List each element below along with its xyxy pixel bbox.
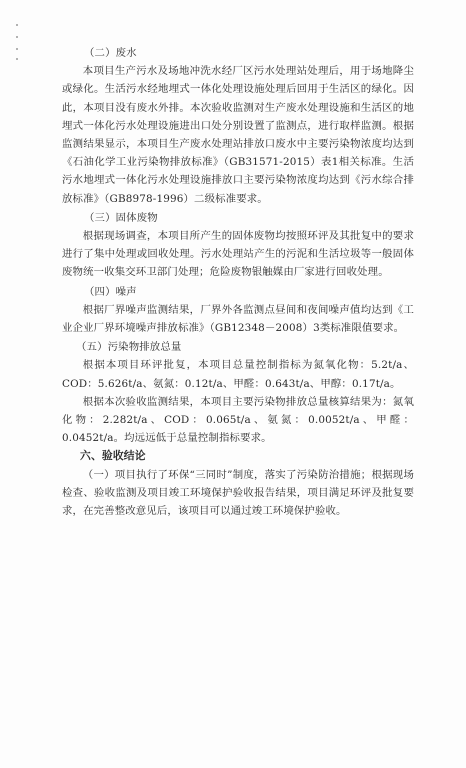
section-3-paragraph: 根据现场调查，本项目所产生的固体废物均按照环评及其批复中的要求进行了集中处理或回收处理。污水处理站产生的污泥和生活垃圾等一般固体废物统一收集交环卫部门处理；危险废物银触媒由厂家进行回收处理。 (62, 230, 414, 279)
section-2-paragraph: 本项目生产污水及场地冲洗水经厂区污水处理站处理后，用于场地降尘或绿化。生活污水经地埋式一体化处理设施处理后回用于生活区的绿化。因此，本项目没有废水外排。本次验收监测对生产废水处理设施和生活区的地埋式一体化污水处理设施进出口处分别设置了监测点，进行取样监测。根据监测结果显示，本项目生产废水处理站排放口废水中主要污染物浓度均达到《石油化学工业污染物排放标准》（GB31571-2015）表1相关标准。生活污水地埋式一体化污水处理设施排放口主要污染物浓度均达到《污水综合排放标准》（GB8978-1996）二级标准要求。 (62, 65, 414, 205)
section-4-paragraph: 根据厂界噪声监测结果，厂界外各监测点昼间和夜间噪声值均达到《工业企业厂界环境噪声排放标准》（GB12348－2008）3类标准限值要求。 (62, 303, 414, 335)
section-6-paragraph: （一）项目执行了环保“三同时”制度，落实了污染防治措施；根据现场检查、验收监测及项目竣工环境保护验收报告结果，项目满足环评及批复要求，在完善整改意见后，该项目可以通过竣工环境保护验收。 (62, 468, 414, 518)
section-6-heading: 六、验收结论 (80, 449, 146, 463)
section-3-heading: （三）固体废物 (84, 211, 158, 224)
binding-mark (16, 48, 18, 50)
binding-mark (16, 24, 18, 26)
binding-mark (16, 36, 18, 38)
section-5-heading: （五）污染物排放总量 (76, 341, 182, 354)
section-5-paragraph-1: 根据本项目环评批复，本项目总量控制指标为氮氧化物：5.2t/a、COD：5.626t/a、氨氮：0.12t/a、甲醛：0.643t/a、甲醇：0.17t/a。 (62, 359, 414, 390)
section-5-paragraph-2: 根据本次验收监测结果，本项目主要污染物排放总量核算结果为：氮氧化物：2.282t/a、COD：0.065t/a、氨氮：0.0052t/a、甲醛：0.0452t/a。均远远低于总量控制指标要求。 (62, 395, 414, 445)
section-2-heading: （二）废水 (84, 47, 137, 59)
section-4-heading: （四）噪声 (84, 285, 137, 298)
document-body (62, 44, 414, 520)
binding-mark (16, 58, 18, 60)
